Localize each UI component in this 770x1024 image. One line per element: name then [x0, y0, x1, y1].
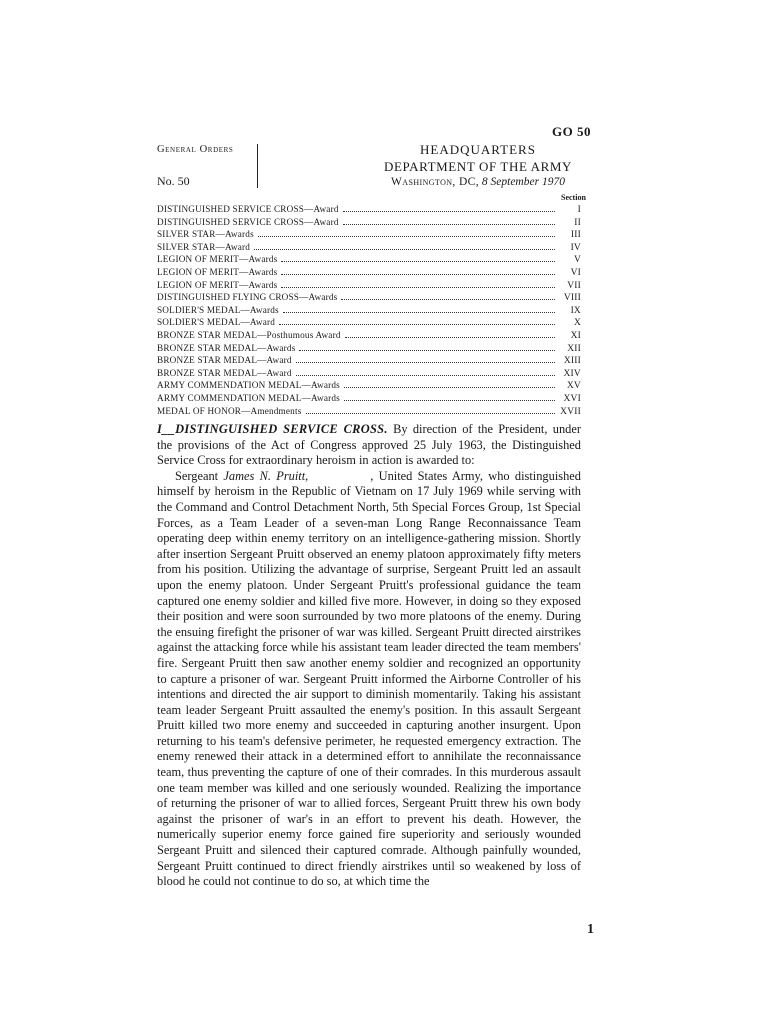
headquarters-block — [374, 142, 582, 188]
toc-entry-section-number: XI — [570, 330, 581, 341]
order-body — [157, 422, 581, 890]
section-heading: I__DISTINGUISHED SERVICE CROSS. — [157, 422, 388, 436]
hq-place: Washington, DC, — [391, 176, 480, 188]
toc-entry — [157, 380, 581, 393]
toc-dot-leader — [341, 299, 555, 300]
toc-entry — [157, 267, 581, 280]
hq-place-date — [374, 176, 582, 188]
toc-dot-leader — [279, 324, 555, 325]
toc-entry — [157, 393, 581, 406]
toc-entry — [157, 343, 581, 356]
go-number: GO 50 — [552, 124, 591, 139]
hq-department: DEPARTMENT OF THE ARMY — [383, 159, 573, 174]
toc-dot-leader — [343, 211, 555, 212]
orders-number: No. 50 — [157, 174, 190, 188]
toc-dot-leader — [296, 362, 555, 363]
toc-entry-section-number: XIII — [563, 356, 581, 367]
toc-entry-section-number: VIII — [563, 293, 581, 304]
table-of-contents — [157, 204, 581, 418]
toc-dot-leader — [258, 236, 555, 237]
toc-dot-leader — [281, 261, 555, 262]
toc-entry — [157, 204, 581, 217]
toc-entry-title: MEDAL OF HONOR—Amendments — [157, 405, 302, 416]
hq-title: HEADQUARTERS — [420, 142, 536, 157]
toc-entry — [157, 355, 581, 368]
toc-entry-title: SILVER STAR—Awards — [157, 229, 254, 240]
toc-entry-title: LEGION OF MERIT—Awards — [157, 279, 278, 290]
toc-entry-title: LEGION OF MERIT—Awards — [157, 254, 278, 265]
toc-entry-section-number: IX — [570, 305, 581, 316]
toc-entry-title: DISTINGUISHED SERVICE CROSS—Award — [157, 216, 339, 227]
toc-dot-leader — [281, 287, 555, 288]
toc-entry-title: BRONZE STAR MEDAL—Award — [157, 367, 292, 378]
toc-entry-title: ARMY COMMENDATION MEDAL—Awards — [157, 380, 340, 391]
toc-entry-section-number: VII — [567, 280, 581, 291]
hq-date: 8 September 1970 — [481, 176, 565, 188]
toc-entry-title: SILVER STAR—Award — [157, 241, 251, 252]
toc-entry — [157, 229, 581, 242]
toc-entry-section-number: V — [573, 255, 581, 266]
toc-entry — [157, 280, 581, 293]
recipient-name: James N. Pruitt, — [223, 468, 309, 483]
toc-entry — [157, 406, 581, 419]
toc-dot-leader — [296, 375, 555, 376]
toc-dot-leader — [281, 274, 555, 275]
toc-entry-title: SOLDIER'S MEDAL—Award — [157, 317, 276, 328]
toc-dot-leader — [254, 249, 555, 250]
intro-paragraph — [157, 422, 581, 469]
toc-entry-title: BRONZE STAR MEDAL—Posthumous Award — [157, 329, 341, 340]
citation-text: , United States Army, who distinguished himself by heroism in the Republic of Vietnam on 17 July 1969 while serving with the Command and Control Detachment North, 5th Special Forces Group, 1st Special Forces, as a Team Leader of a seven-man Long Range Reconnaissance Team operating deep within enemy territory on an intelligence-gathering mission. Shortly after insertion Sergeant Pruitt observed an enemy platoon approximately fifty meters from his position. Utilizing the advantage of surprise, Sergeant Pruitt led an assault upon the enemy platoon. Under Sergeant Pruitt's professional guidance the team captured one enemy soldier and killed five more. However, in doing so they exposed their position and were soon surrounded by two more platoons of the enemy. During the ensuing firefight the prisoner of war was killed. Sergeant Pruitt directed airstrikes against the attacking force while his assistant team leader directed the team members' fire. Sergeant Pruitt then saw another enemy soldier and recognized an opportunity to capture a prisoner of war. Sergeant Pruitt informed the Airborne Controller of his intentions and directed the air support to diminish momentarily. Taking his assistant team leader Sergeant Pruitt assaulted the enemy's position. In this assault Sergeant Pruitt killed two more enemy and succeeded in capturing another insurgent. Upon returning to his team's defensive perimeter, he requested emergency extraction. The enemy renewed their attack in a determined effort to annihilate the reconnaissance team, thus preventing the capture of one of their comrades. In this murderous assault one team member was killed and one seriously wounded. Realizing the importance of returning the prisoner of war to allied forces, Sergeant Pruitt threw his own body against the prisoner of war's in an effort to prevent his death. However, the numerically superior enemy force gained fire superiority and seriously wounded Sergeant Pruitt and silenced their captured comrade. Although painfully wounded, Sergeant Pruitt continued to direct friendly airstrikes until so weakened by loss of blood he could not continue to do so, at which time the — [157, 468, 581, 889]
toc-entry-title: DISTINGUISHED SERVICE CROSS—Award — [157, 204, 339, 214]
toc-entry — [157, 330, 581, 343]
toc-entry-section-number: IV — [570, 242, 581, 253]
toc-entry — [157, 292, 581, 305]
toc-entry-section-number: XIV — [563, 368, 581, 379]
toc-dot-leader — [299, 350, 555, 351]
toc-entry-section-number: VI — [570, 267, 581, 278]
toc-entry-section-number: XVI — [563, 393, 581, 404]
section-column-label: Section — [561, 193, 586, 202]
toc-entry-title: ARMY COMMENDATION MEDAL—Awards — [157, 392, 340, 403]
toc-dot-leader — [283, 312, 555, 313]
toc-dot-leader — [306, 413, 555, 414]
toc-entry — [157, 317, 581, 330]
citation-paragraph — [157, 469, 581, 890]
toc-entry-section-number: XVII — [560, 406, 581, 417]
toc-entry-section-number: III — [570, 230, 581, 241]
toc-entry-title: DISTINGUISHED FLYING CROSS—Awards — [157, 292, 338, 303]
toc-entry-section-number: II — [574, 217, 581, 228]
toc-entry-title: BRONZE STAR MEDAL—Award — [157, 355, 292, 366]
toc-entry — [157, 242, 581, 255]
toc-dot-leader — [344, 387, 555, 388]
intro-text: By direction of the President, under the provisions of the Act of Congress approved 25 July 1963, the Distinguished Service Cross for extraordinary heroism in action is awarded to: — [157, 422, 581, 468]
toc-entry — [157, 305, 581, 318]
toc-entry-section-number: I — [577, 205, 581, 215]
toc-entry-section-number: XV — [566, 381, 581, 392]
orders-title: General Orders — [157, 144, 234, 155]
page-number: 1 — [587, 922, 594, 937]
toc-entry — [157, 217, 581, 230]
toc-entry — [157, 368, 581, 381]
toc-entry-section-number: XII — [567, 343, 581, 354]
orders-block — [157, 144, 258, 188]
toc-dot-leader — [345, 337, 555, 338]
toc-dot-leader — [343, 224, 555, 225]
citation-rank: Sergeant — [175, 468, 224, 483]
toc-entry-title: LEGION OF MERIT—Awards — [157, 266, 278, 277]
toc-dot-leader — [344, 400, 555, 401]
toc-entry-section-number: X — [573, 318, 581, 329]
toc-entry-title: BRONZE STAR MEDAL—Awards — [157, 342, 296, 353]
toc-entry-title: SOLDIER'S MEDAL—Awards — [157, 304, 279, 315]
toc-entry — [157, 254, 581, 267]
